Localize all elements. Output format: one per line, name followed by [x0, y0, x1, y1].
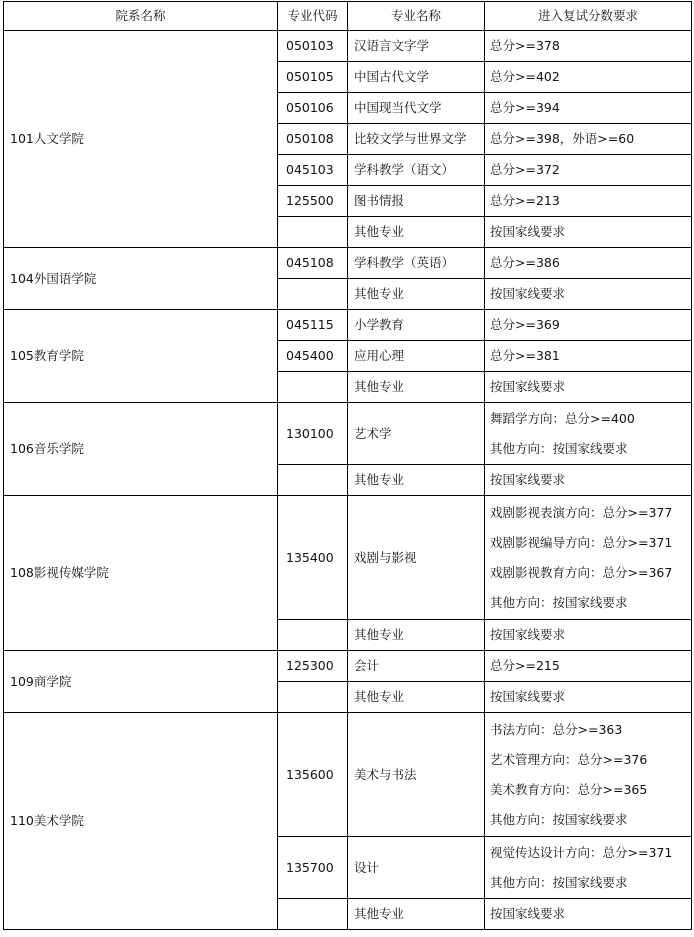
requirement-line: 书法方向：总分>=363: [490, 721, 623, 737]
requirement-cell: [485, 155, 692, 186]
requirement-line: 按国家线要求: [490, 286, 566, 301]
requirement-line: 其他方向：按国家线要求: [490, 811, 628, 827]
dept-name-cell: 101人文学院: [4, 31, 278, 248]
major-code-cell: 045108: [278, 248, 348, 279]
requirement-cell: [485, 341, 692, 372]
requirement-line: 其他方向：按国家线要求: [490, 594, 628, 610]
requirement-cell: [485, 217, 692, 248]
requirement-line: 总分>=394: [490, 100, 560, 115]
major-code-cell: 130100: [278, 403, 348, 465]
requirement-cell: [485, 713, 692, 837]
requirement-line: 戏剧影视表演方向：总分>=377: [490, 504, 673, 520]
requirement-cell: [485, 403, 692, 465]
requirement-line: 艺术管理方向：总分>=376: [490, 751, 648, 767]
major-code-cell: [278, 465, 348, 496]
header-requirement: 进入复试分数要求: [485, 2, 692, 31]
requirement-line: 按国家线要求: [490, 906, 566, 921]
major-name-cell: 艺术学: [348, 403, 485, 465]
requirement-line: 总分>=213: [490, 193, 560, 208]
table-row: [4, 31, 692, 62]
requirement-line: 总分>=402: [490, 69, 560, 84]
major-code-cell: [278, 620, 348, 651]
requirement-line: 戏剧影视教育方向：总分>=367: [490, 564, 673, 580]
requirement-line: 按国家线要求: [490, 689, 566, 704]
requirement-cell: [485, 186, 692, 217]
requirement-cell: [485, 465, 692, 496]
table-body: [4, 31, 692, 930]
major-name-cell: 其他专业: [348, 620, 485, 651]
major-name-cell: 戏剧与影视: [348, 496, 485, 620]
requirement-line: 按国家线要求: [490, 627, 566, 642]
dept-name-cell: 104外国语学院: [4, 248, 278, 310]
major-name-cell: 学科教学（英语）: [348, 248, 485, 279]
major-name-cell: 图书情报: [348, 186, 485, 217]
major-code-cell: 045115: [278, 310, 348, 341]
requirement-cell: [485, 899, 692, 930]
requirement-line: 视觉传达设计方向：总分>=371: [490, 844, 673, 860]
requirement-cell: [485, 31, 692, 62]
table-header: [4, 2, 692, 31]
major-name-cell: 中国现当代文学: [348, 93, 485, 124]
requirement-line: 总分>=386: [490, 255, 560, 270]
major-name-cell: 中国古代文学: [348, 62, 485, 93]
header-row: [4, 2, 692, 31]
requirement-cell: [485, 837, 692, 899]
requirement-line: 总分>=369: [490, 317, 560, 332]
major-name-cell: 应用心理: [348, 341, 485, 372]
major-name-cell: 其他专业: [348, 899, 485, 930]
major-name-cell: 其他专业: [348, 465, 485, 496]
major-name-cell: 美术与书法: [348, 713, 485, 837]
dept-name-cell: 106音乐学院: [4, 403, 278, 496]
major-code-cell: [278, 899, 348, 930]
major-name-cell: 学科教学（语文）: [348, 155, 485, 186]
requirement-line: 按国家线要求: [490, 379, 566, 394]
major-name-cell: 其他专业: [348, 279, 485, 310]
requirement-cell: [485, 372, 692, 403]
dept-name-cell: 109商学院: [4, 651, 278, 713]
major-code-cell: 045400: [278, 341, 348, 372]
requirement-line: 舞蹈学方向：总分>=400: [490, 410, 635, 426]
major-code-cell: [278, 372, 348, 403]
major-code-cell: [278, 217, 348, 248]
requirement-cell: [485, 682, 692, 713]
requirement-line: 其他方向：按国家线要求: [490, 874, 628, 890]
major-code-cell: [278, 279, 348, 310]
requirement-cell: [485, 124, 692, 155]
major-code-cell: 125500: [278, 186, 348, 217]
major-name-cell: 其他专业: [348, 372, 485, 403]
requirement-line: 总分>=398，外语>=60: [490, 131, 635, 146]
major-code-cell: 050103: [278, 31, 348, 62]
header-code: 专业代码: [278, 2, 348, 31]
major-code-cell: 125300: [278, 651, 348, 682]
major-name-cell: 其他专业: [348, 682, 485, 713]
dept-name-cell: 110美术学院: [4, 713, 278, 930]
requirement-line: 其他方向：按国家线要求: [490, 440, 628, 456]
requirement-cell: [485, 496, 692, 620]
dept-name-cell: 108影视传媒学院: [4, 496, 278, 651]
major-code-cell: 050108: [278, 124, 348, 155]
dept-name-cell: 105教育学院: [4, 310, 278, 403]
table-row: [4, 310, 692, 341]
requirement-cell: [485, 93, 692, 124]
requirement-line: 总分>=378: [490, 38, 560, 53]
requirement-cell: [485, 651, 692, 682]
requirement-line: 按国家线要求: [490, 224, 566, 239]
requirement-cell: [485, 279, 692, 310]
major-name-cell: 比较文学与世界文学: [348, 124, 485, 155]
requirement-line: 总分>=381: [490, 348, 560, 363]
requirement-cell: [485, 310, 692, 341]
major-name-cell: 汉语言文字学: [348, 31, 485, 62]
major-code-cell: 050105: [278, 62, 348, 93]
header-dept: 院系名称: [4, 2, 278, 31]
major-code-cell: 135600: [278, 713, 348, 837]
score-requirements-table: [3, 1, 692, 930]
requirement-cell: [485, 62, 692, 93]
table-row: [4, 248, 692, 279]
major-name-cell: 会计: [348, 651, 485, 682]
major-code-cell: 135700: [278, 837, 348, 899]
requirement-line: 总分>=215: [490, 658, 560, 673]
major-name-cell: 小学教育: [348, 310, 485, 341]
requirement-cell: [485, 248, 692, 279]
major-code-cell: 135400: [278, 496, 348, 620]
requirement-line: 按国家线要求: [490, 472, 566, 487]
table-row: [4, 651, 692, 682]
major-code-cell: 050106: [278, 93, 348, 124]
requirement-cell: [485, 620, 692, 651]
requirement-line: 戏剧影视编导方向：总分>=371: [490, 534, 673, 550]
major-name-cell: 其他专业: [348, 217, 485, 248]
major-code-cell: 045103: [278, 155, 348, 186]
requirement-line: 总分>=372: [490, 162, 560, 177]
header-major: 专业名称: [348, 2, 485, 31]
major-code-cell: [278, 682, 348, 713]
requirement-line: 美术教育方向：总分>=365: [490, 781, 648, 797]
major-name-cell: 设计: [348, 837, 485, 899]
